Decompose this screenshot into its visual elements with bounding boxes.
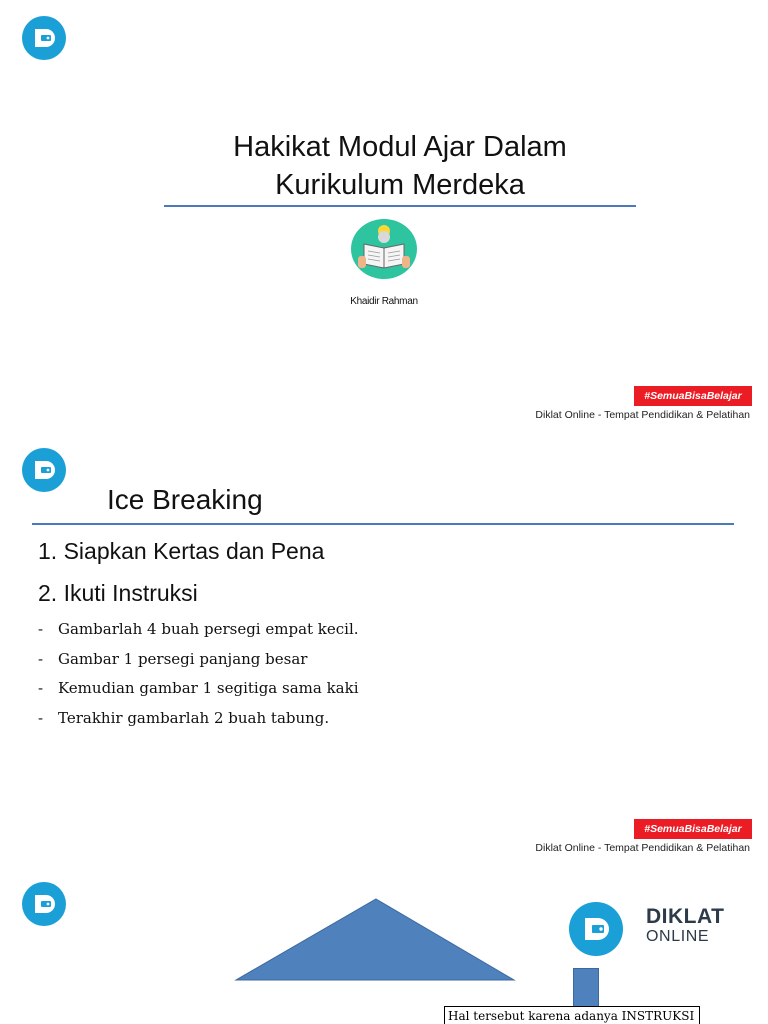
hashtag-badge: #SemuaBisaBelajar bbox=[634, 386, 752, 406]
list-item-text: Kemudian gambar 1 segitiga sama kaki bbox=[58, 679, 359, 697]
slide-title-text bbox=[164, 128, 636, 204]
footer-text: Diklat Online - Tempat Pendidikan & Pelatihan bbox=[535, 409, 750, 421]
triangle-shape bbox=[230, 896, 520, 984]
list-item: - Kemudian gambar 1 segitiga sama kaki bbox=[38, 679, 359, 709]
footer-text: Diklat Online - Tempat Pendidikan & Pelatihan bbox=[535, 842, 750, 854]
diklat-logo-icon bbox=[569, 902, 623, 956]
step-2: 2. Ikuti Instruksi bbox=[38, 580, 198, 606]
slide-ice-breaking bbox=[0, 430, 768, 866]
list-item: - Terakhir gambarlah 2 buah tabung. bbox=[38, 709, 359, 739]
slide-drawing bbox=[0, 866, 768, 1024]
instruction-list bbox=[38, 620, 359, 738]
diklat-logo-icon bbox=[22, 16, 66, 60]
list-item: - Gambarlah 4 buah persegi empat kecil. bbox=[38, 620, 359, 650]
hashtag-badge: #SemuaBisaBelajar bbox=[634, 819, 752, 839]
heading-divider bbox=[32, 523, 734, 525]
diklat-logo-icon bbox=[22, 882, 66, 926]
title-line-2: Kurikulum Merdeka bbox=[275, 169, 525, 201]
title-line-1: Hakikat Modul Ajar Dalam bbox=[233, 131, 567, 163]
list-item-text: Terakhir gambarlah 2 buah tabung. bbox=[58, 708, 330, 727]
teacher-reading-icon bbox=[350, 218, 418, 280]
list-item-text: Gambarlah 4 buah persegi empat kecil. bbox=[58, 620, 359, 638]
step-1: 1. Siapkan Kertas dan Pena bbox=[38, 538, 325, 564]
list-item-text: Gambar 1 persegi panjang besar bbox=[58, 649, 308, 668]
caption-box: Hal tersebut karena adanya INSTRUKSI bbox=[444, 1006, 700, 1024]
diklat-logo-icon bbox=[22, 448, 66, 492]
title-divider bbox=[164, 205, 636, 207]
slide-title bbox=[0, 0, 768, 430]
author-name: Khaidir Rahman bbox=[350, 296, 418, 307]
rectangle-shape bbox=[573, 968, 599, 1008]
brand-subtitle: ONLINE bbox=[646, 928, 710, 945]
brand-name: DIKLAT bbox=[646, 905, 725, 928]
list-item: - Gambar 1 persegi panjang besar bbox=[38, 650, 359, 680]
slide-heading: Ice Breaking bbox=[107, 484, 263, 515]
